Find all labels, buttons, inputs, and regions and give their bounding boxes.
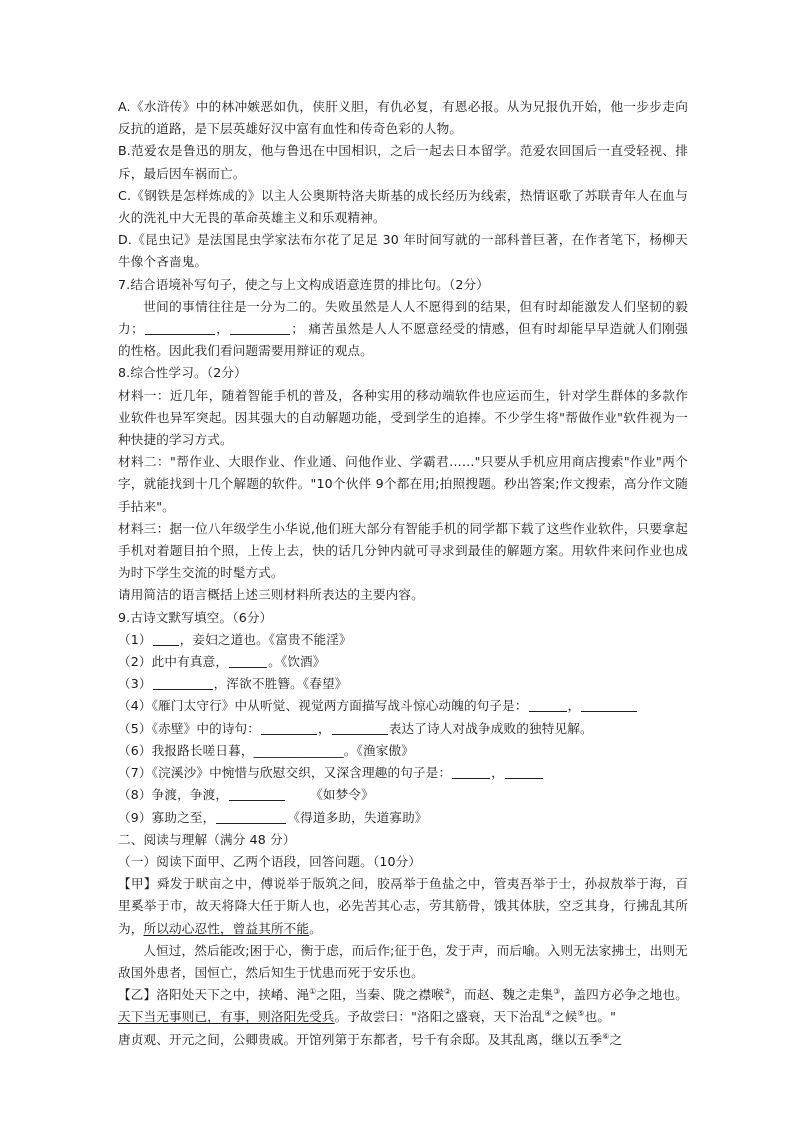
q7-comma: ， <box>215 321 230 337</box>
q7-blank-1[interactable] <box>145 320 215 335</box>
q9-4-blank-2[interactable] <box>581 697 637 712</box>
note-5: ⑤ <box>577 1009 585 1019</box>
q9-line-2 <box>118 651 688 673</box>
q9-3-label: （3） <box>118 676 152 692</box>
q9-line-6: （6）我报路长嗟日暮，______________。《渔家傲》 <box>118 742 415 758</box>
note-1: ① <box>309 987 317 997</box>
q9-3-blank[interactable] <box>153 675 213 690</box>
q9-1-blank[interactable] <box>153 631 179 646</box>
question-7-passage <box>118 296 688 363</box>
q9-2-blank[interactable] <box>229 653 267 668</box>
q9-4-comma: ， <box>567 698 581 714</box>
q9-7-comma: ， <box>491 765 504 781</box>
q9-line-3 <box>118 673 688 695</box>
q9-2-text: 。《饮酒》 <box>268 654 326 670</box>
question-7-title: 7.结合语境补写句子，使之与上文构成语意连贯的排比句。（2分） <box>118 276 490 292</box>
q9-7-label: （7）《浣溪沙》中惋惜与欣慰交织，又深含理趣的句子是： <box>118 765 452 781</box>
material-1: 材料一：近几年，随着智能手机的普及，各种实用的移动端软件也应运而生，针对学生群体的多款作业软件也异军突起。因其强大的自动解题功能，受到学生的追捧。不少学生将"帮做作业"软件视为一种快捷的学习方式。 <box>118 387 688 448</box>
yi-text-e: 。予故尝曰："洛阳之盛衰，天下治乱 <box>334 1009 545 1025</box>
q9-7-blank-2[interactable] <box>505 764 543 779</box>
q7-semicolon: ； <box>291 321 305 337</box>
q9-5-comma: ， <box>318 720 331 736</box>
q9-line-5 <box>118 718 688 740</box>
passage-yi <box>118 984 688 1028</box>
q9-8-blank[interactable] <box>229 786 285 801</box>
yi-tang-text: 唐贞观、开元之间，公卿贵戚。开馆列第于东都者，号千有余邸。及其乱离，继以五季 <box>118 1031 603 1047</box>
q9-line-1 <box>118 629 688 651</box>
q9-line-9 <box>118 807 688 829</box>
note-3: ③ <box>553 987 561 997</box>
jia-text: 【甲】舜发于畎亩之中，傅说举于版筑之间，胶鬲举于鱼盐之中，管夷吾举于士，孙叔敖举于海，百里奚举于市，故天将降大任于斯人也，必先苦其心志，劳其筋骨，饿其体肤，空乏其身，行拂乱其所为， <box>118 876 688 936</box>
section-2-title: 二、阅读与理解（满分 48 分） <box>118 831 296 847</box>
yi-text-d: ，盖四方必争之地也。 <box>560 987 689 1003</box>
q9-5-text: 表达了诗人对战争成败的独特见解。 <box>388 720 593 736</box>
q9-1-text: ，妾妇之道也。《富贵不能淫》 <box>179 631 352 647</box>
yi-text-b: 之阻，当秦、陇之襟喉 <box>316 987 444 1003</box>
q9-3-text: ，浑欲不胜簪。《春望》 <box>213 676 348 692</box>
option-b: B.范爱农是鲁迅的朋友，他与鲁迅在中国相识，之后一起去日本留学。范爱农回国后一直受轻视、排斥，最后因车祸而亡。 <box>118 143 688 181</box>
jia-underlined: 所以动心忍性，曾益其所不能 <box>143 920 310 936</box>
q7-blank-2[interactable] <box>230 320 290 335</box>
note-4: ④ <box>544 1009 552 1019</box>
passage-jia-2: 人恒过，然后能改;困于心，衡于虑，而后作;征于色，发于声，而后喻。入则无法家拂士，出则无敌国外患者，国恒亡，然后知生于忧患而死于安乐也。 <box>118 942 688 980</box>
q9-line-8 <box>118 784 688 806</box>
q9-1-label: （1） <box>118 631 152 647</box>
q9-line-4 <box>118 695 688 717</box>
q9-9-blank[interactable] <box>216 809 286 824</box>
material-2: 材料二："帮作业、大眼作业、作业通、问他作业、学霸君……"只要从手机应用商店搜索"作业"两个字，就能找到十几个解题的软件。"10个伙伴 9个都在用;拍照搜题。秒出答案;作文搜索，高分作文随手拈来"。 <box>118 454 688 514</box>
yi-underlined: 天下当无事则已，有事，则洛阳先受兵 <box>118 1009 335 1025</box>
q9-4-label: （4）《雁门太守行》中从听觉、视觉两方面描写战斗惊心动魄的句子是： <box>118 698 528 714</box>
q9-9-text: 《得道多助，失道寡助》 <box>287 809 428 825</box>
q9-5-blank-1[interactable] <box>261 720 317 735</box>
q9-8-label: （8）争渡，争渡， <box>118 787 229 803</box>
note-2: ② <box>443 987 452 997</box>
q9-5-blank-2[interactable] <box>332 720 388 735</box>
passage-jia <box>118 873 688 940</box>
yi-text-f: 之候 <box>551 1009 578 1025</box>
q9-4-blank-1[interactable] <box>529 697 567 712</box>
yi-text-g: 也。" <box>584 1009 617 1025</box>
q9-5-label: （5）《赤壁》中的诗句： <box>118 720 261 736</box>
jia-end: 。 <box>309 920 322 936</box>
exam-page <box>118 96 688 1051</box>
note-6: ⑥ <box>602 1031 610 1041</box>
material-3: 材料三：据一位八年级学生小华说,他们班大部分有智能手机的同学都下载了这些作业软件，只要拿起手机对着题目拍个照，上传上去，快的话几分钟内就可寻求到最佳的解题方案。用软件来问作业也成为时下学生交流的时髦方式。 <box>118 520 688 581</box>
yi-tang-end: 之 <box>609 1031 623 1047</box>
q9-2-label: （2）此中有真意， <box>118 654 229 670</box>
q9-8-text: 《如梦令》 <box>310 787 374 803</box>
question-8-title: 8.综合性学习。（2分） <box>118 365 247 381</box>
option-c: C.《钢铁是怎样炼成的》以主人公奥斯特洛夫斯基的成长经历为线索，热情讴歌了苏联青年人在血与火的洗礼中大无畏的革命英雄主义和乐观精神。 <box>118 187 688 226</box>
option-d: D.《昆虫记》是法国昆虫学家法布尔花了足足 30 年时间写就的一部科普巨著，在作者笔下，杨柳天牛像个吝啬鬼。 <box>118 232 688 270</box>
q7-text-1: 世间的事情往往是一分为二的。失败虽然是人人不愿得到的结果，但有时却能激发人们坚韧的毅力； <box>118 298 688 337</box>
question-8-prompt: 请用简洁的语言概括上述三则材料所表达的主要内容。 <box>118 587 424 603</box>
q9-7-blank-1[interactable] <box>452 764 490 779</box>
section-2-subtitle: （一）阅读下面甲、乙两个语段，回答问题。（10分） <box>118 853 422 869</box>
q9-line-7 <box>118 762 688 784</box>
option-a: A.《水浒传》中的林冲嫉恶如仇，侠肝义胆，有仇必复，有恩必报。从为兄报仇开始，他一步步走向反抗的道路，是下层英雄好汉中富有血性和传奇色彩的人物。 <box>118 99 688 137</box>
question-9-title: 9.古诗文默写填空。（6分） <box>118 609 273 625</box>
yi-text-a: 【乙】洛阳处天下之中，挟崤、渑 <box>118 987 310 1003</box>
q7-text-2: 痛苦虽然是人人不愿意经受的情感，但有时却能早早造就人们刚强的性格。因此我们看问题需要用辩证的观点。 <box>118 321 688 359</box>
yi-text-c: ，而赵、魏之走集 <box>451 987 554 1003</box>
q9-9-label: （9）寡助之至， <box>118 809 216 825</box>
passage-yi-2 <box>118 1029 688 1051</box>
